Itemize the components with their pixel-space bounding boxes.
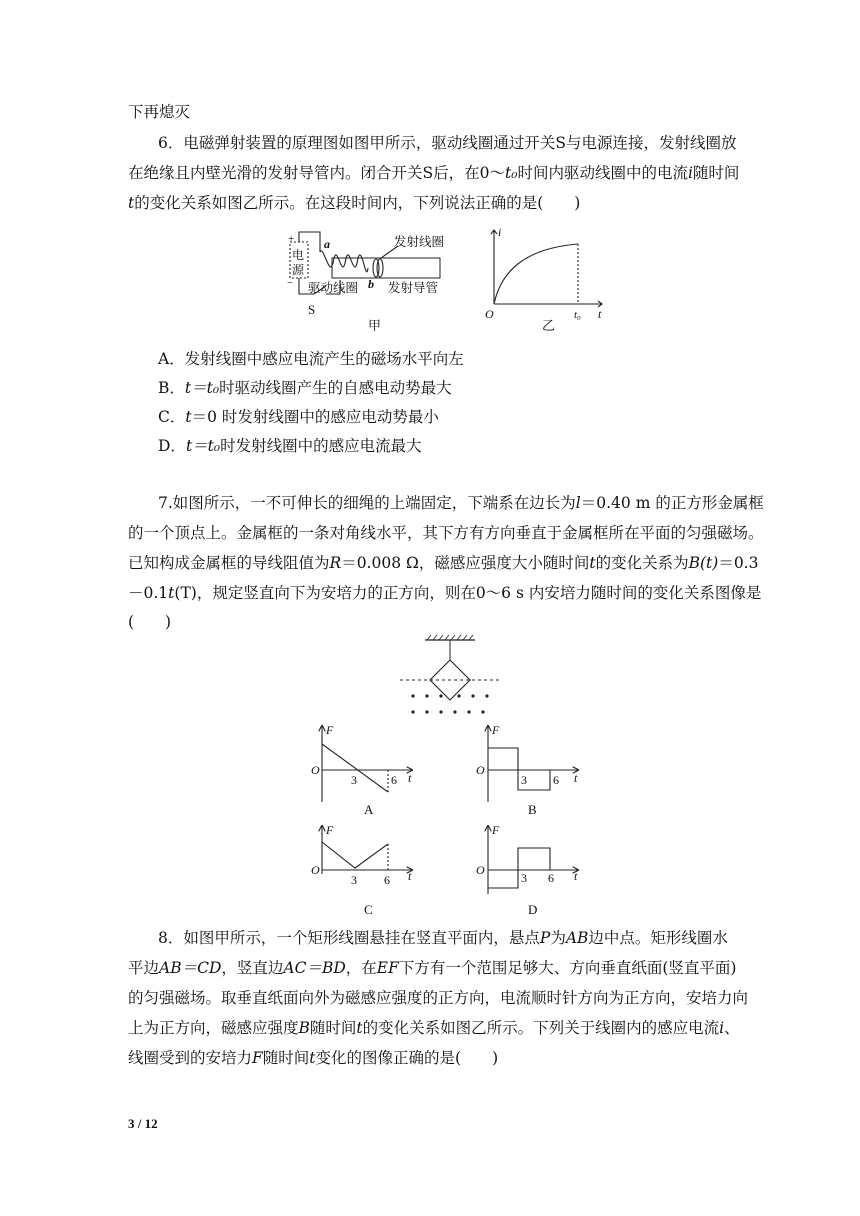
option-a: A．发射线圈中感应电流产生的磁场水平向左 (158, 350, 464, 368)
label-c: C (364, 902, 373, 917)
axis-t: t (408, 771, 412, 785)
q8-line-2: 平边AB＝CD，竖直边AC＝BD，在EF下方有一个范围足够大、方向垂直纸面(竖直平面) (128, 959, 737, 977)
option-c: C．t＝0 时发射线圈中的感应电动势最小 (158, 408, 439, 426)
origin: O (476, 863, 485, 877)
tick-3: 3 (521, 871, 527, 885)
axis-f: F (492, 723, 500, 737)
q7-frame-figure (395, 632, 505, 722)
tick-3: 3 (521, 773, 527, 787)
q8-line-5: 线圈受到的安培力F随时间t变化的图像正确的是( ) (128, 1049, 499, 1067)
tick-6: 6 (548, 871, 554, 885)
origin: O (485, 307, 494, 321)
axis-t: t (598, 307, 602, 321)
launch-coil-label: 发射线圈 (394, 235, 445, 249)
q7-line-3: 已知构成金属框的导线阻值为R＝0.008 Ω，磁感应强度大小随时间t的变化关系为B(t)＝0.3 (128, 554, 759, 572)
text-line: 下再熄灭 (128, 103, 191, 121)
caption-yi: 乙 (542, 318, 556, 333)
q8-line-3: 的匀强磁场。取垂直纸面向外为磁感应强度的正方向，电流顺时针方向为正方向，安培力向 (128, 989, 749, 1007)
option-d: D．t＝t₀时发射线圈中的感应电流最大 (158, 437, 422, 455)
q8-line-1: 8．如图甲所示，一个矩形线圈悬挂在竖直平面内，悬点P为AB边中点。矩形线圈水 (158, 929, 728, 947)
fig-yi (491, 230, 602, 307)
axis-t: t (574, 771, 578, 785)
power-label: 电 (292, 248, 305, 262)
minus-label: − (287, 277, 294, 289)
t0-label: t₀ (574, 309, 581, 321)
caption-jia: 甲 (368, 318, 382, 333)
origin: O (311, 763, 320, 777)
launch-tube-label: 发射导管 (388, 281, 439, 295)
axis-f: F (492, 823, 500, 837)
label-b: b (368, 277, 374, 291)
graph-d (488, 826, 578, 894)
tick-6: 6 (384, 873, 390, 887)
q7-line-2: 的一个顶点上。金属框的一条对角线水平，其下方有方向垂直于金属框所在平面的匀强磁场。 (128, 524, 764, 542)
axis-i: i (498, 225, 502, 239)
tick-3: 3 (351, 873, 357, 887)
tick-6: 6 (391, 773, 397, 787)
q6-line-3: t的变化关系如图乙所示。在这段时间内，下列说法正确的是( ) (128, 194, 581, 212)
q7-answer-graphs (300, 722, 600, 922)
label-d: D (528, 902, 538, 917)
q7-line-5: ( ) (128, 613, 172, 631)
origin: O (476, 763, 485, 777)
switch-label: S (308, 302, 316, 317)
graph-c (322, 826, 412, 874)
drive-coil-label: 驱动线圈 (308, 281, 359, 295)
q8-line-4: 上为正方向，磁感应强度B随时间t的变化关系如图乙所示。下列关于线圈内的感应电流i、 (128, 1019, 740, 1037)
axis-f: F (326, 723, 334, 737)
q6-figure (280, 222, 610, 342)
axis-f: F (326, 823, 334, 837)
power-label: 源 (292, 263, 305, 277)
tick-3: 3 (351, 773, 357, 787)
axis-t: t (408, 869, 412, 883)
page-number: 3 / 12 (128, 1116, 158, 1131)
tick-6: 6 (553, 773, 559, 787)
label-a: a (324, 237, 330, 251)
graph-b (488, 726, 578, 802)
graph-a (322, 726, 412, 802)
q7-line-1: 7.如图所示，一不可伸长的细绳的上端固定，下端系在边长为l＝0.40 m 的正方形金属框 (158, 494, 764, 512)
option-b: B．t＝t₀时驱动线圈产生的自感电动势最大 (158, 379, 452, 397)
q6-line-2: 在绝缘且内壁光滑的发射导管内。闭合开关S后，在0～t₀时间内驱动线圈中的电流i随时间 (128, 164, 740, 182)
q6-line-1: 6．电磁弹射装置的原理图如图甲所示，驱动线圈通过开关S与电源连接，发射线圈放 (158, 134, 737, 152)
label-b: B (528, 802, 537, 817)
q7-line-4: －0.1t(T)，规定竖直向下为安培力的正方向，则在0～6 s 内安培力随时间的变化关系图像是 (128, 584, 762, 602)
label-a: A (364, 802, 374, 817)
origin: O (311, 863, 320, 877)
axis-t: t (574, 869, 578, 883)
plus-label: + (288, 233, 295, 245)
